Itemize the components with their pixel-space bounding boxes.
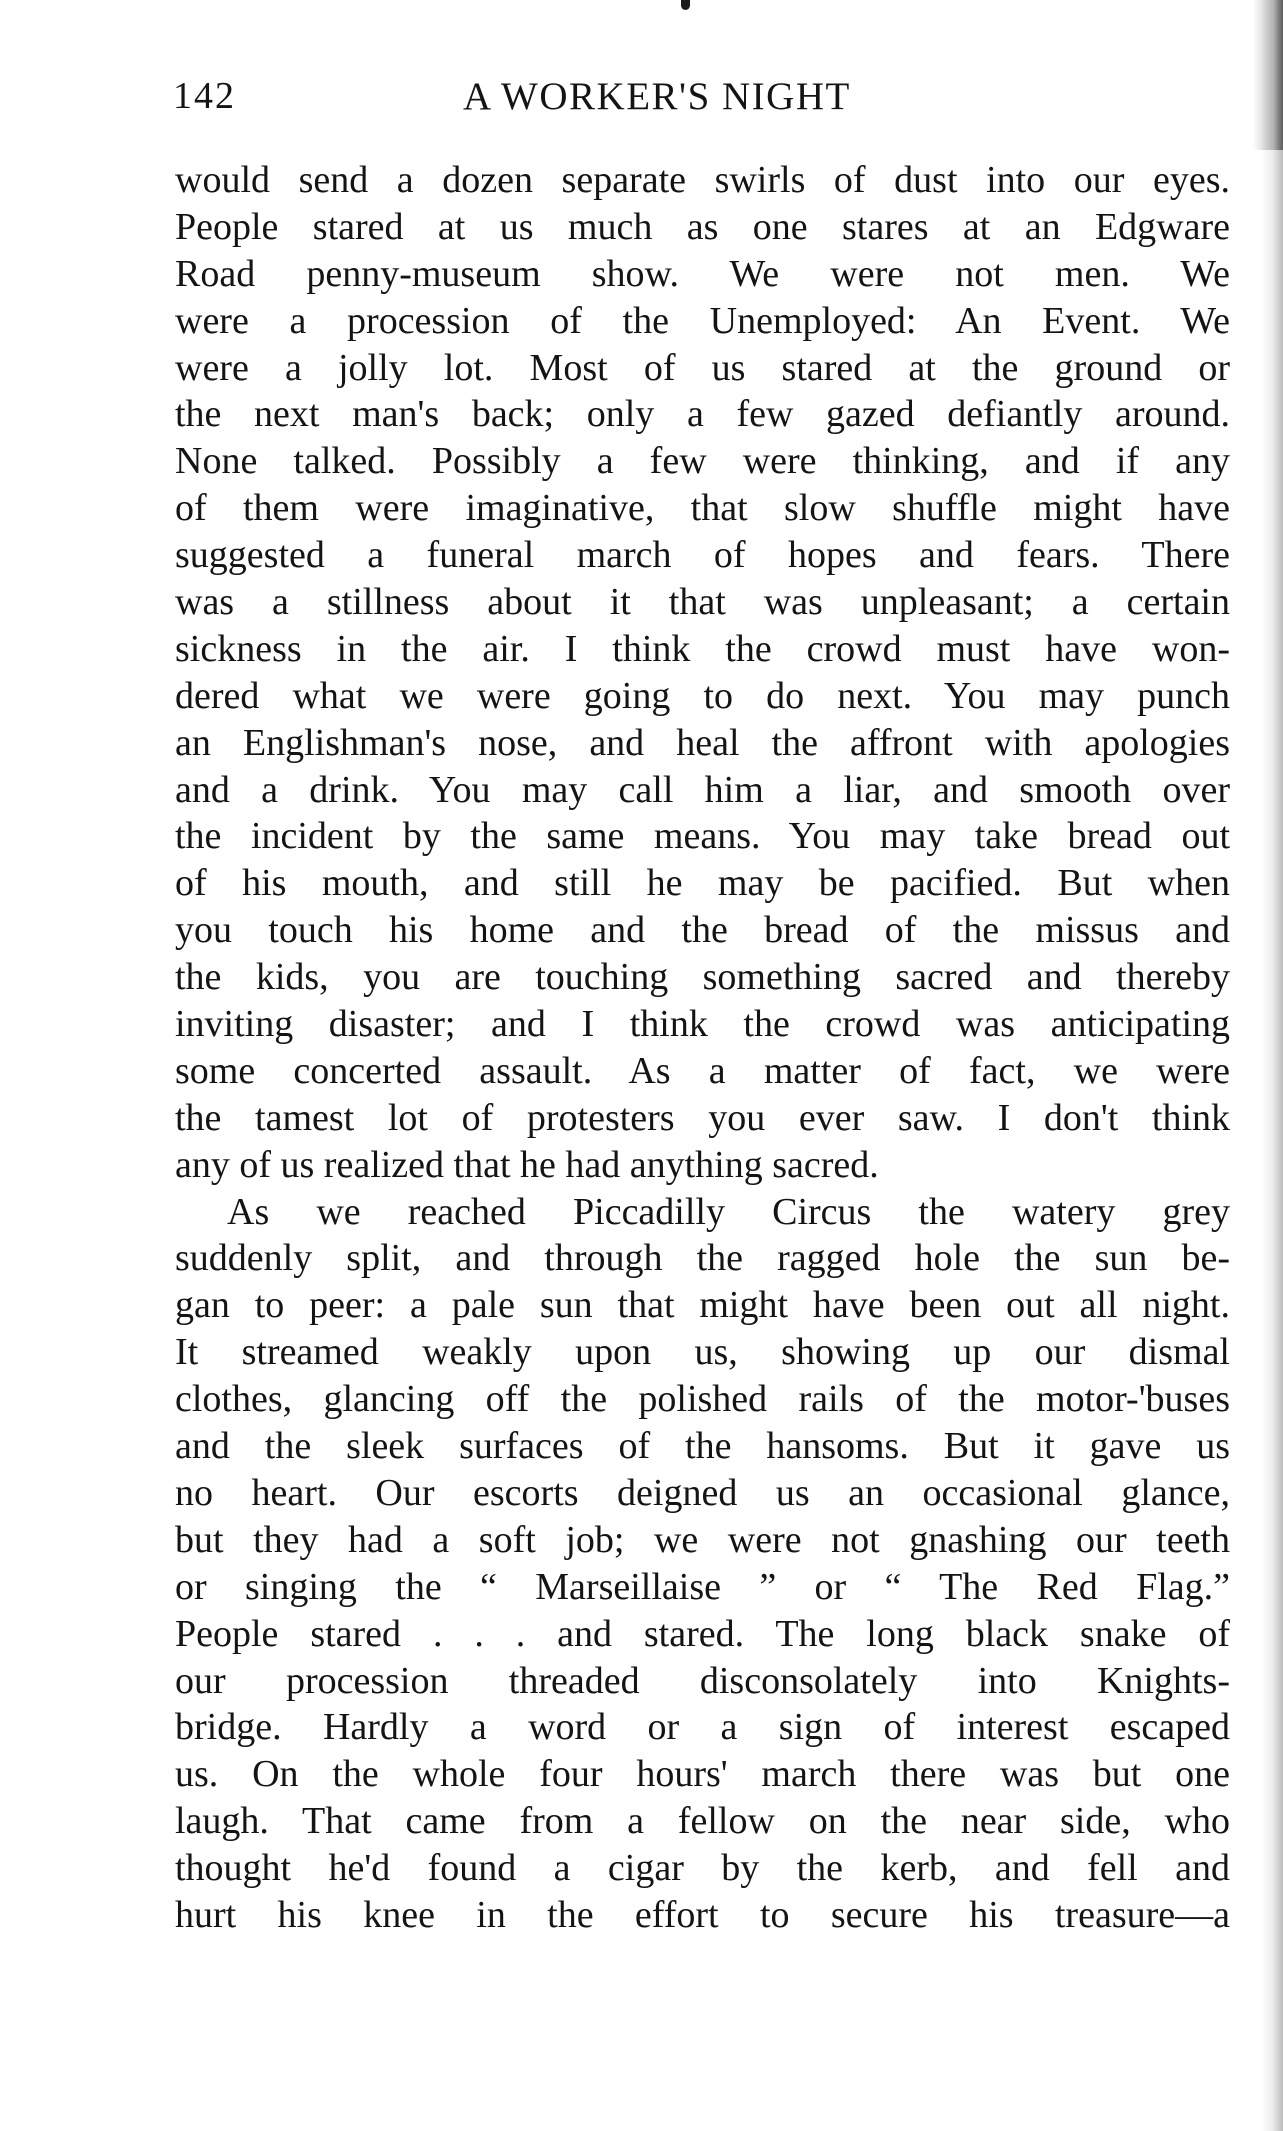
- text-line: Road penny-museum show. We were not men. We: [175, 252, 1230, 295]
- text-line: dered what we were going to do next. You may punch: [175, 674, 1230, 717]
- text-line: None talked. Possibly a few were thinking, and if any: [175, 440, 1230, 483]
- paragraph-end-line: any of us realized that he had anything sacred.: [175, 1143, 879, 1186]
- text-line: bridge. Hardly a word or a sign of interest escaped: [175, 1706, 1230, 1749]
- text-line: inviting disaster; and I think the crowd was anticipating: [175, 1003, 1230, 1046]
- text-line: thought he'd found a cigar by the kerb, and fell and: [175, 1847, 1230, 1890]
- text-line: the tamest lot of protesters you ever saw. I don't think: [175, 1096, 1230, 1139]
- text-line: or singing the “ Marseillaise ” or “ The Red Flag.”: [175, 1565, 1230, 1608]
- text-line: our procession threaded disconsolately into Knights-: [175, 1659, 1230, 1702]
- text-line: of his mouth, and still he may be pacified. But when: [175, 862, 1230, 905]
- page-edge-shadow: [1261, 0, 1283, 2131]
- text-line: the incident by the same means. You may take bread out: [175, 815, 1230, 858]
- text-line: suddenly split, and through the ragged hole the sun be-: [175, 1237, 1230, 1280]
- text-line: us. On the whole four hours' march there was but one: [175, 1753, 1230, 1796]
- text-line: would send a dozen separate swirls of dust into our eyes.: [175, 159, 1230, 201]
- text-line: the kids, you are touching something sacred and thereby: [175, 956, 1230, 999]
- scan-ink-mark: [681, 0, 690, 10]
- text-line: and the sleek surfaces of the hansoms. But it gave us: [175, 1425, 1230, 1468]
- text-line: and a drink. You may call him a liar, and smooth over: [175, 768, 1230, 811]
- text-line: were a jolly lot. Most of us stared at the ground or: [175, 346, 1230, 389]
- text-line: People stared . . . and stared. The long black snake of: [175, 1612, 1230, 1655]
- text-line: suggested a funeral march of hopes and fears. There: [175, 534, 1230, 577]
- text-line: People stared at us much as one stares at an Edgware: [175, 205, 1230, 248]
- page-number: 142: [173, 75, 236, 117]
- running-title: A WORKER'S NIGHT: [463, 75, 851, 118]
- text-line: was a stillness about it that was unpleasant; a certain: [175, 581, 1230, 624]
- text-line: but they had a soft job; we were not gnashing our teeth: [175, 1518, 1230, 1561]
- running-head: [173, 74, 1233, 134]
- text-line: were a procession of the Unemployed: An Event. We: [175, 299, 1230, 342]
- text-line: some concerted assault. As a matter of fact, we were: [175, 1049, 1230, 1092]
- text-line: gan to peer: a pale sun that might have been out all night.: [175, 1284, 1230, 1327]
- text-line: laugh. That came from a fellow on the near side, who: [175, 1800, 1230, 1843]
- paragraph-first-line: As we reached Piccadilly Circus the watery grey: [227, 1190, 1230, 1233]
- text-line: you touch his home and the bread of the missus and: [175, 909, 1230, 952]
- text-line: the next man's back; only a few gazed defiantly around.: [175, 393, 1230, 436]
- page-edge-shadow-top: [1253, 0, 1283, 150]
- body-text: [175, 157, 1230, 1939]
- text-line: clothes, glancing off the polished rails of the motor-'buses: [175, 1378, 1230, 1421]
- text-line: sickness in the air. I think the crowd must have won-: [175, 627, 1230, 670]
- text-line: no heart. Our escorts deigned us an occasional glance,: [175, 1471, 1230, 1514]
- text-line: hurt his knee in the effort to secure his treasure—a: [175, 1893, 1230, 1936]
- text-line: an Englishman's nose, and heal the affront with apologies: [175, 721, 1230, 764]
- text-line: of them were imaginative, that slow shuffle might have: [175, 487, 1230, 530]
- text-line: It streamed weakly upon us, showing up our dismal: [175, 1331, 1230, 1374]
